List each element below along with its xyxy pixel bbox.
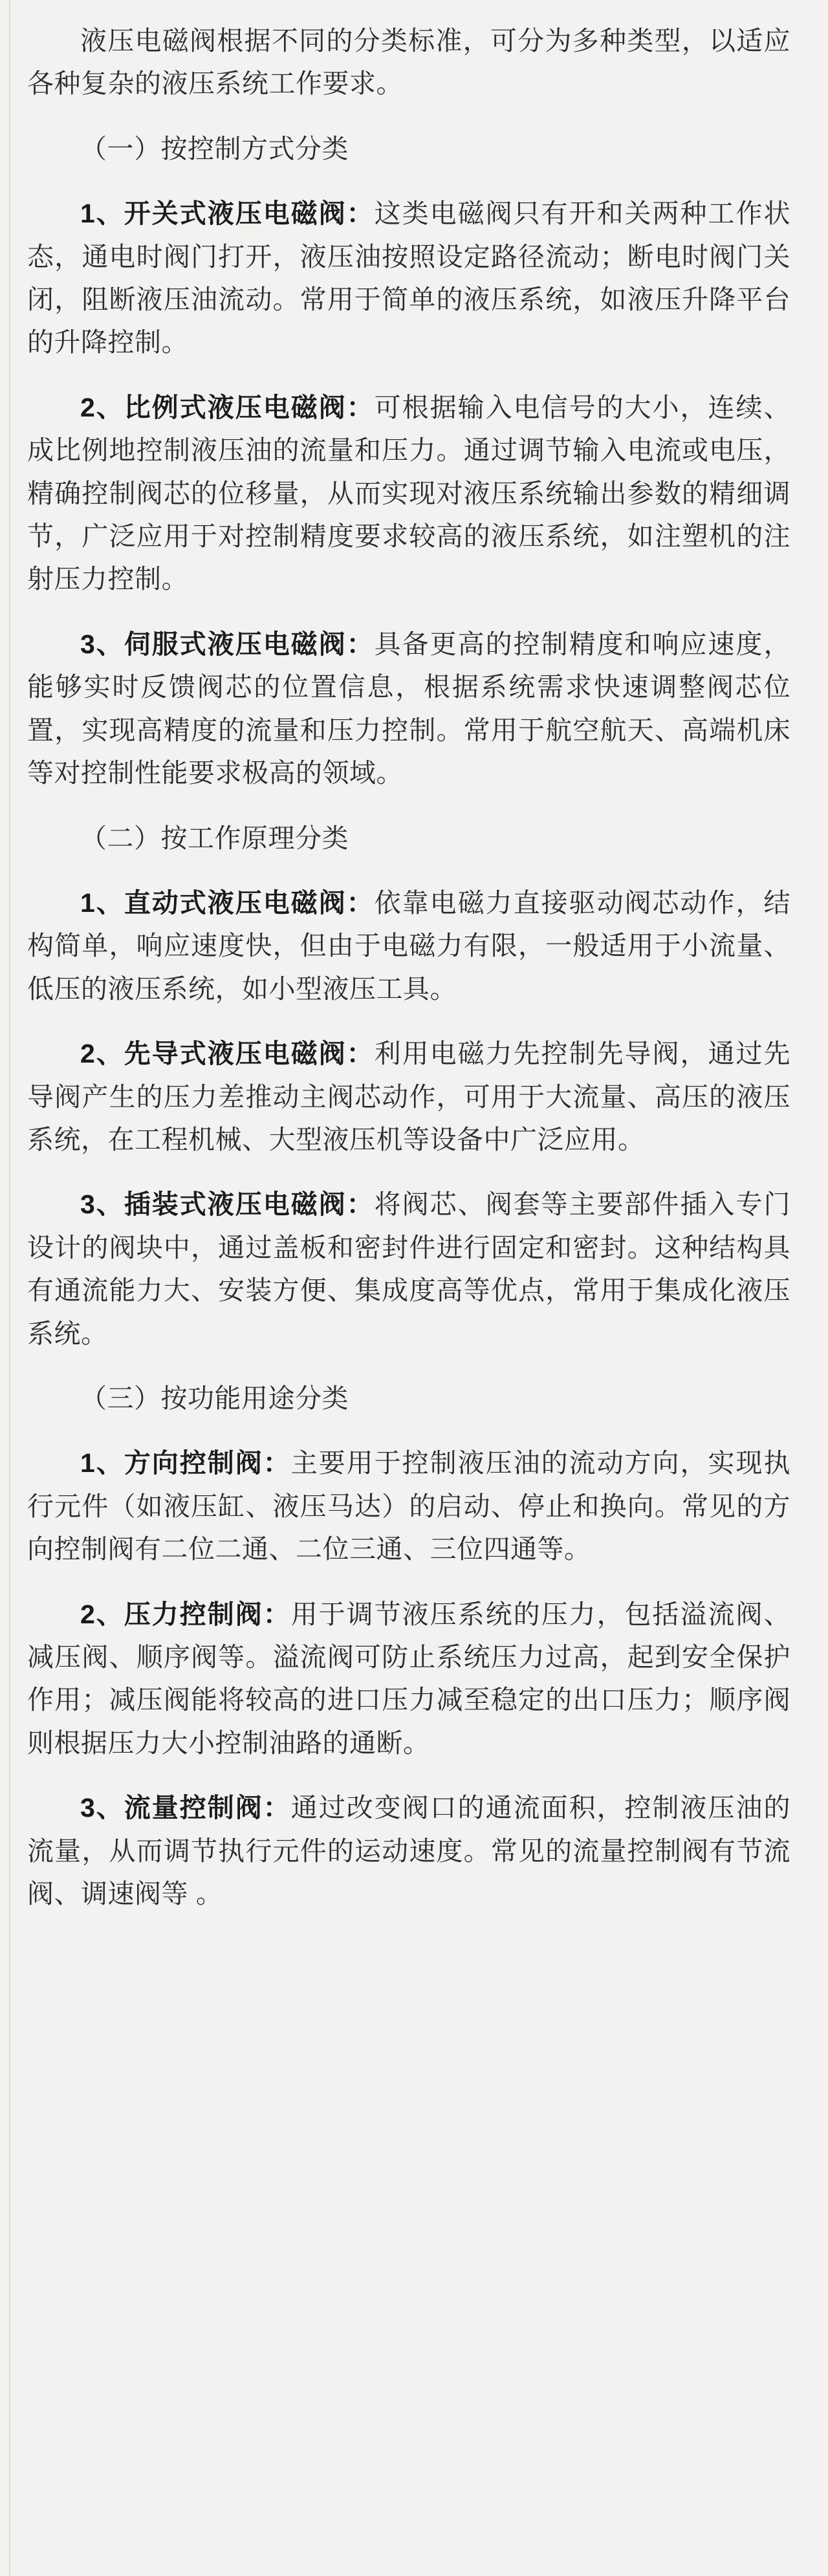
paragraph-text: 将阀芯、阀套等主要部件插入专门设计的阀块中，通过盖板和密封件进行固定和密封。这种结构具有通流能力大、安装方便、集成度高等优点，常用于集成化液压系统。 bbox=[27, 1189, 790, 1348]
paragraph-text: 液压电磁阀根据不同的分类标准，可分为多种类型，以适应各种复杂的液压系统工作要求。 bbox=[27, 26, 790, 99]
paragraph-lead: 1、直动式液压电磁阀： bbox=[80, 887, 375, 918]
list-item-paragraph bbox=[27, 1786, 790, 1915]
paragraph-lead: 3、伺服式液压电磁阀： bbox=[80, 629, 375, 659]
list-item-paragraph bbox=[27, 1032, 790, 1161]
paragraph-text: （三）按功能用途分类 bbox=[80, 1383, 349, 1413]
paragraph-text: 主要用于控制液压油的流动方向，实现执行元件（如液压缸、液压马达）的启动、停止和换向。常见的方向控制阀有二位二通、二位三通、三位四通等。 bbox=[27, 1448, 790, 1564]
paragraph-lead: 2、压力控制阀： bbox=[80, 1599, 291, 1629]
paragraph-lead: 2、比例式液压电磁阀： bbox=[80, 392, 375, 422]
list-item-paragraph bbox=[27, 1442, 790, 1570]
paragraph-lead: 1、方向控制阀： bbox=[80, 1448, 291, 1478]
paragraph-text: 具备更高的控制精度和响应速度，能够实时反馈阀芯的位置信息，根据系统需求快速调整阀芯位置，实现高精度的流量和压力控制。常用于航空航天、高端机床等对控制性能要求极高的领域。 bbox=[27, 629, 790, 788]
paragraph-text: 通过改变阀口的通流面积，控制液压油的流量，从而调节执行元件的运动速度。常见的流量控制阀有节流阀、调速阀等 。 bbox=[27, 1793, 790, 1909]
section-paragraph bbox=[27, 817, 790, 860]
paragraph-lead: 3、流量控制阀： bbox=[80, 1793, 291, 1823]
paragraph-text: 依靠电磁力直接驱动阀芯动作，结构简单，响应速度快，但由于电磁力有限，一般适用于小流量、低压的液压系统，如小型液压工具。 bbox=[27, 887, 790, 1004]
paragraph-text: 可根据输入电信号的大小，连续、成比例地控制液压油的流量和压力。通过调节输入电流或电压，精确控制阀芯的位移量，从而实现对液压系统输出参数的精细调节，广泛应用于对控制精度要求较高的液压系统，如注塑机的注射压力控制。 bbox=[27, 392, 790, 594]
paragraph-text: （二）按工作原理分类 bbox=[80, 823, 349, 853]
paragraph-text: 用于调节液压系统的压力，包括溢流阀、减压阀、顺序阀等。溢流阀可防止系统压力过高，起到安全保护作用；减压阀能将较高的进口压力减至稳定的出口压力；顺序阀则根据压力大小控制油路的通断。 bbox=[27, 1599, 790, 1758]
page-left-rule bbox=[9, 0, 10, 2576]
list-item-paragraph bbox=[27, 882, 790, 1010]
paragraph-text: 利用电磁力先控制先导阀，通过先导阀产生的压力差推动主阀芯动作，可用于大流量、高压的液压系统，在工程机械、大型液压机等设备中广泛应用。 bbox=[27, 1039, 790, 1154]
section-paragraph bbox=[27, 19, 790, 105]
paragraph-lead: 1、开关式液压电磁阀： bbox=[80, 199, 375, 229]
list-item-paragraph bbox=[27, 623, 790, 795]
list-item-paragraph bbox=[27, 1183, 790, 1355]
list-item-paragraph bbox=[27, 192, 790, 364]
paragraph-lead: 3、插装式液压电磁阀： bbox=[80, 1189, 375, 1220]
paragraph-text: 这类电磁阀只有开和关两种工作状态，通电时阀门打开，液压油按照设定路径流动；断电时阀门关闭，阻断液压油流动。常用于简单的液压系统，如液压升降平台的升降控制。 bbox=[27, 199, 790, 358]
article-body bbox=[27, 19, 790, 1915]
section-paragraph bbox=[27, 1377, 790, 1420]
list-item-paragraph bbox=[27, 386, 790, 601]
list-item-paragraph bbox=[27, 1593, 790, 1765]
paragraph-lead: 2、先导式液压电磁阀： bbox=[80, 1039, 375, 1069]
paragraph-text: （一）按控制方式分类 bbox=[80, 133, 349, 164]
section-paragraph bbox=[27, 127, 790, 170]
